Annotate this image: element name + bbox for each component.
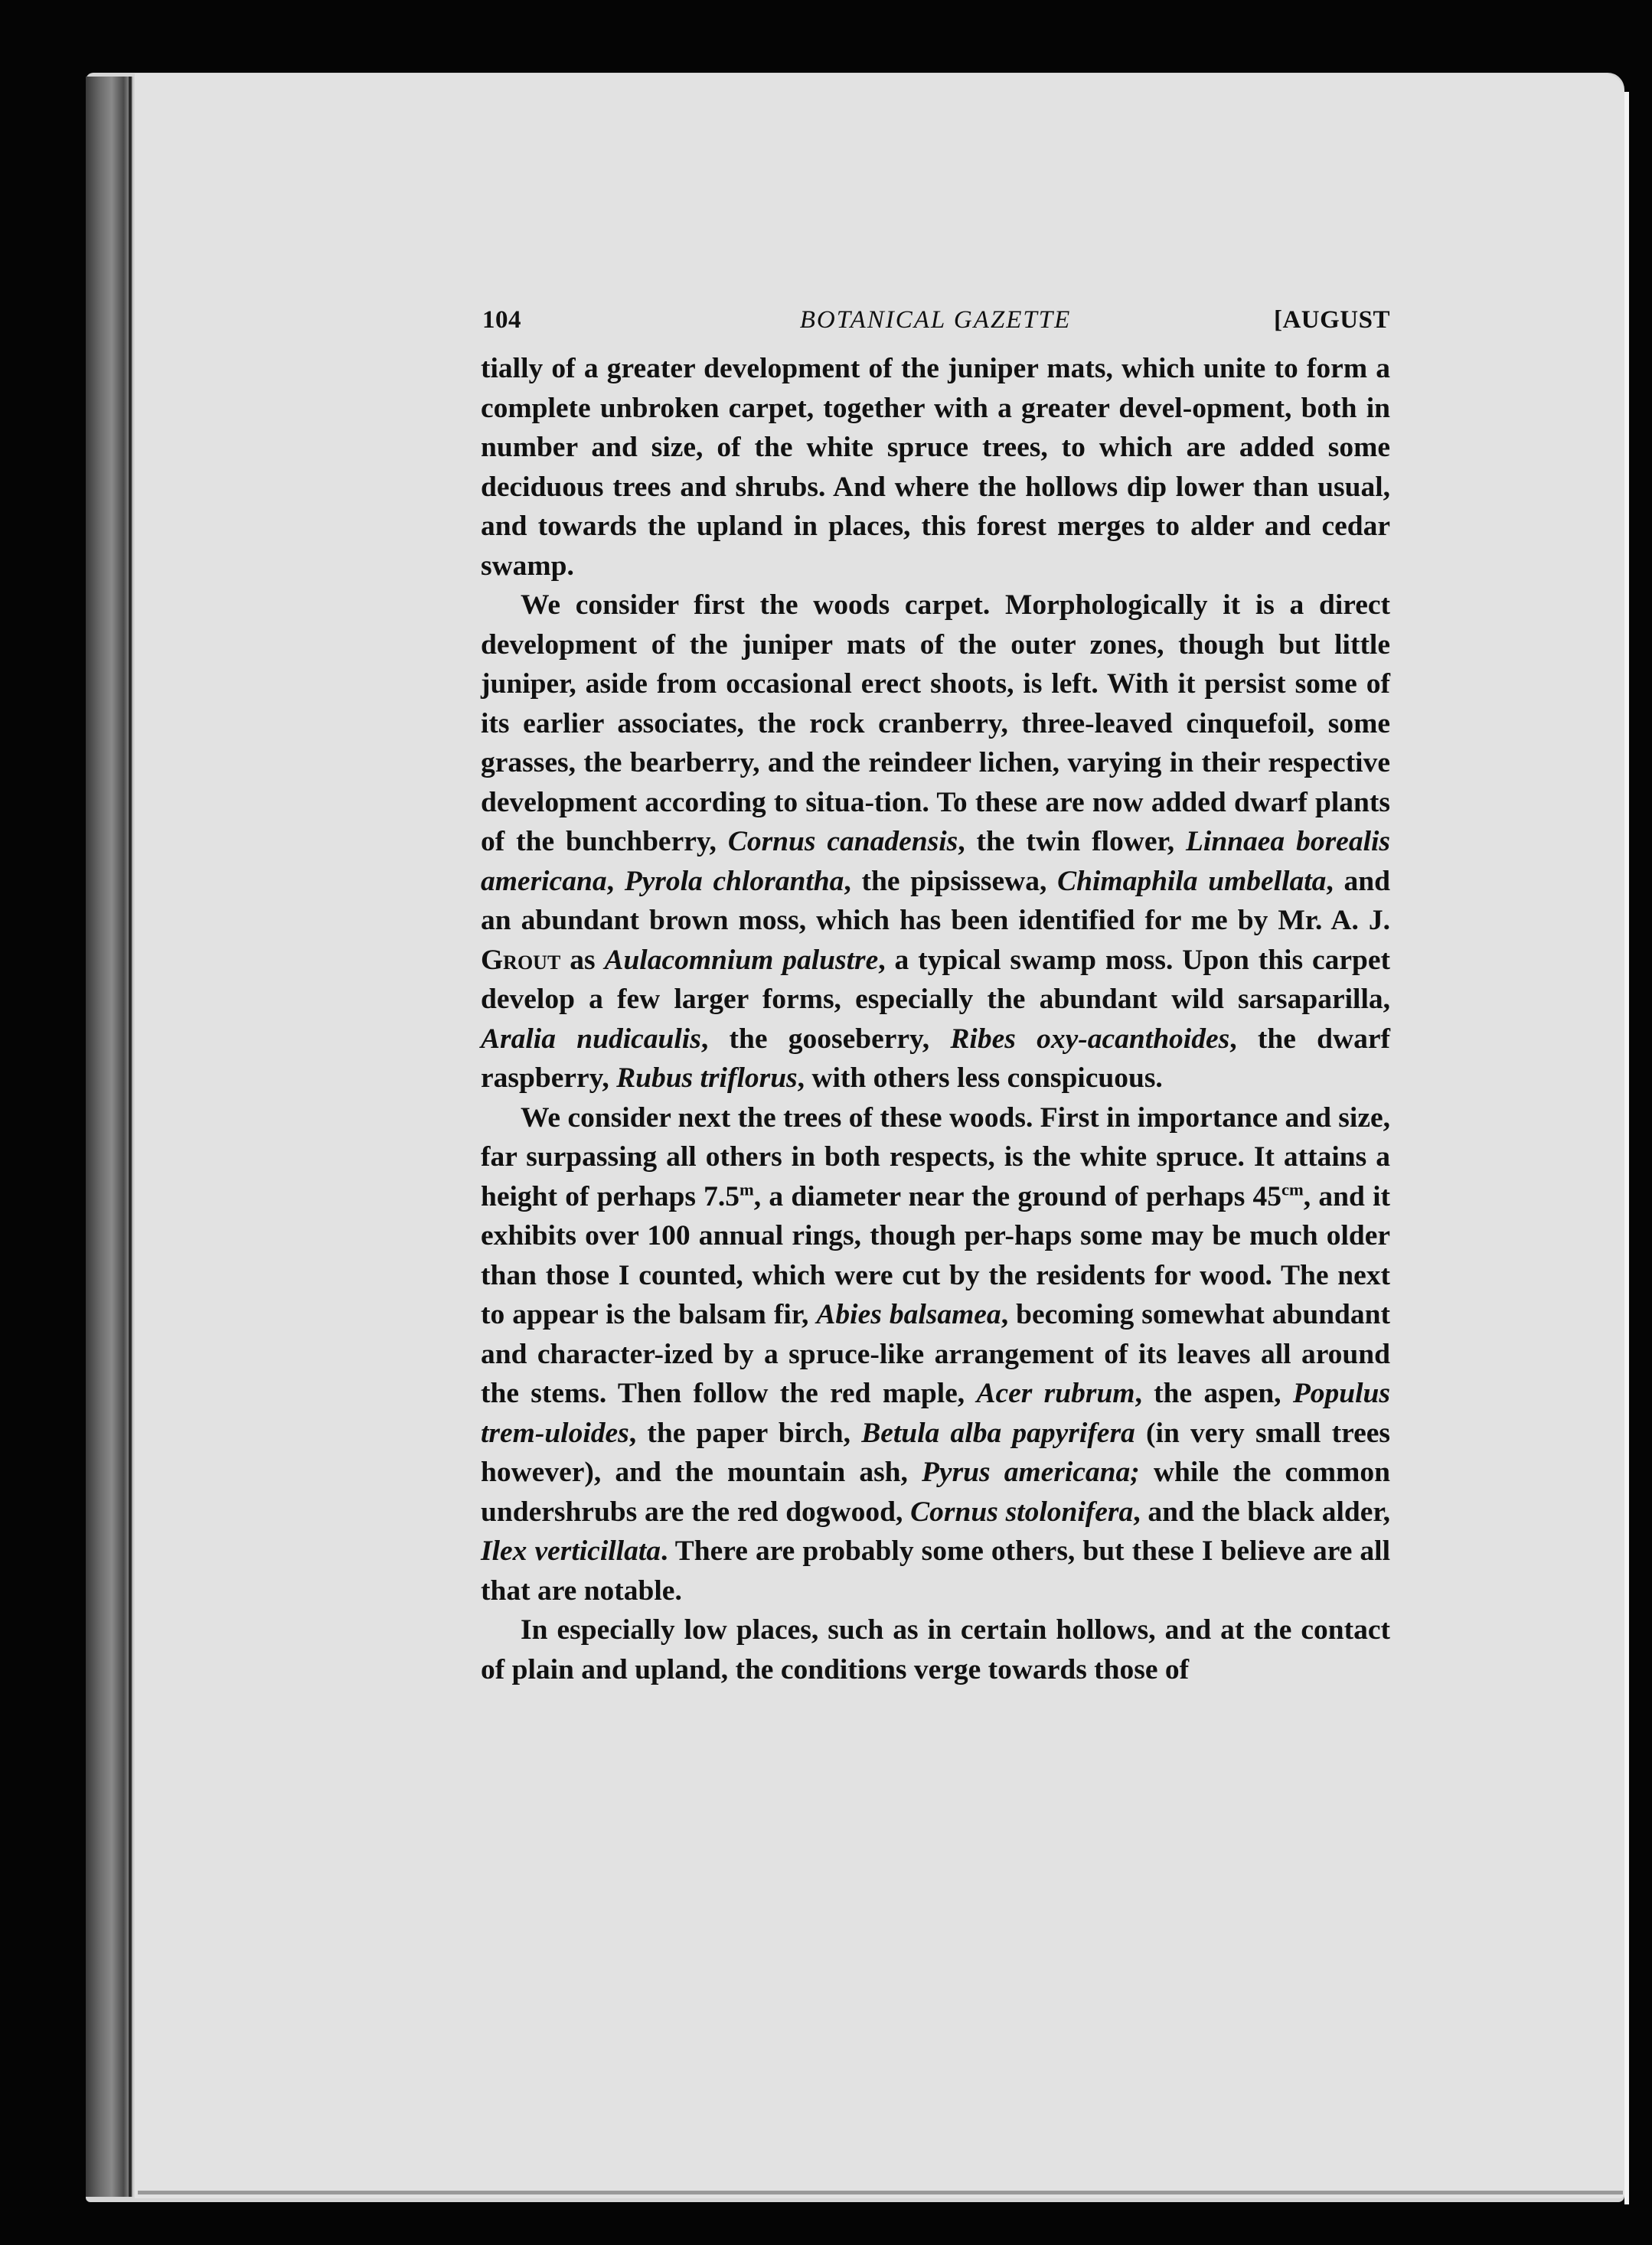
species-name: Pyrola chlorantha xyxy=(624,865,844,897)
text-run: , the paper birch, xyxy=(628,1417,862,1449)
text-run: as xyxy=(560,944,605,976)
species-name: Aralia nudicaulis xyxy=(481,1023,701,1055)
text-run: We consider first the woods carpet. Morphologically it is a direct development of the juniper mats of the outer zones, though but little juniper, aside from occasional erect shoots, is left. With it persist some of its earlier associates, the rock cranberry, three-leaved cinquefoil, some grasses, the bearberry, and the reindeer lichen, varying in their respective development according to situa-tion. To these are now added dwarf plants of the bunchberry, xyxy=(481,589,1390,857)
text-run: . There are probably some others, but these I believe are all that are notable. xyxy=(481,1535,1390,1607)
text-run: (in very small trees however), and the mountain ash, xyxy=(481,1417,1391,1488)
species-name: Acer rubrum xyxy=(976,1378,1135,1409)
person-name: Grout xyxy=(481,944,561,976)
text-run: We consider next the trees of these woods. First in importance and size, far surpassing all others in both respects, is the white spruce. It attains a height of perhaps xyxy=(481,1101,1390,1212)
paragraph-2 xyxy=(481,586,1390,1098)
rings-value: 100 xyxy=(647,1220,691,1251)
text-run: annual rings, though per-haps some may be much older than those I counted, which were cut by the residents for wood. The next to appear is the balsam fir, xyxy=(481,1220,1391,1330)
text-run: , a typical swamp moss. Upon this carpet develop a few larger forms, especially the abundant wild sarsaparilla, xyxy=(481,944,1390,1015)
page-content xyxy=(481,306,1390,1689)
issue-month: [AUGUST xyxy=(1273,306,1390,334)
page-right-edge xyxy=(1624,92,1629,2204)
height-unit: m xyxy=(739,1180,754,1199)
diameter-unit: cm xyxy=(1281,1180,1304,1199)
running-header xyxy=(481,306,1390,349)
species-name: Cornus stolonifera xyxy=(910,1496,1134,1528)
species-name: Ilex verticillata xyxy=(481,1535,661,1567)
species-name: Betula alba papyrifera xyxy=(861,1417,1135,1449)
paragraph-3 xyxy=(481,1098,1390,1611)
book-binding xyxy=(86,77,133,2197)
text-run: , and it exhibits over xyxy=(481,1180,1390,1251)
page-bottom-edge xyxy=(138,2191,1623,2194)
text-run: , the pipsissewa, xyxy=(844,865,1058,897)
species-name: Cornus canadensis xyxy=(727,826,958,857)
text-run: , a diameter near the ground of perhaps xyxy=(753,1180,1253,1212)
diameter-value: 45 xyxy=(1252,1180,1282,1212)
paragraph-1: tially of a greater development of the juniper mats, which unite to form a complete unbroken carpet, together with a greater devel-opment, both in number and size, of the white spruce trees, to which are added some deciduous trees and shrubs. And where the hollows dip lower than usual, and towards the upland in places, this forest merges to alder and cedar swamp. xyxy=(481,353,1390,582)
paragraph-4: In especially low places, such as in certain hollows, and at the contact of plain and upland, the conditions verge towards those of xyxy=(481,1614,1390,1685)
text-run: , the aspen, xyxy=(1135,1378,1293,1409)
text-run: , becoming somewhat abundant and character-ized by a spruce-like arrangement of its leaves all around the stems. Then follow the red maple, xyxy=(481,1299,1391,1409)
species-name: Rubus triflorus xyxy=(616,1062,798,1094)
page-number: 104 xyxy=(482,306,521,334)
binding-gutter xyxy=(129,77,132,2197)
text-run: , with others less conspicuous. xyxy=(797,1062,1163,1094)
text-run: , and an abundant brown moss, which has been identified for me by Mr. A. J. xyxy=(481,865,1390,936)
species-name: Abies balsamea xyxy=(816,1299,1001,1330)
text-run: while the common undershrubs are the red dogwood, xyxy=(481,1457,1390,1528)
height-value: 7.5 xyxy=(704,1180,740,1212)
text-run: , the gooseberry, xyxy=(700,1023,951,1055)
journal-title: BOTANICAL GAZETTE xyxy=(799,306,1072,334)
text-run: , the dwarf raspberry, xyxy=(481,1023,1391,1094)
species-name: Populus trem-uloides xyxy=(481,1378,1390,1449)
species-name: Chimaphila umbellata xyxy=(1057,865,1327,897)
species-name: Pyrus americana; xyxy=(922,1457,1140,1488)
text-run: , and the black alder, xyxy=(1133,1496,1390,1528)
body-text xyxy=(481,349,1390,1689)
species-name: Linnaea borealis americana xyxy=(481,826,1390,897)
species-name: Ribes oxy-acanthoides xyxy=(950,1023,1230,1055)
text-run: , xyxy=(606,865,625,897)
text-run: , the twin flower, xyxy=(958,826,1186,857)
species-name: Aulacomnium palustre xyxy=(604,944,879,976)
